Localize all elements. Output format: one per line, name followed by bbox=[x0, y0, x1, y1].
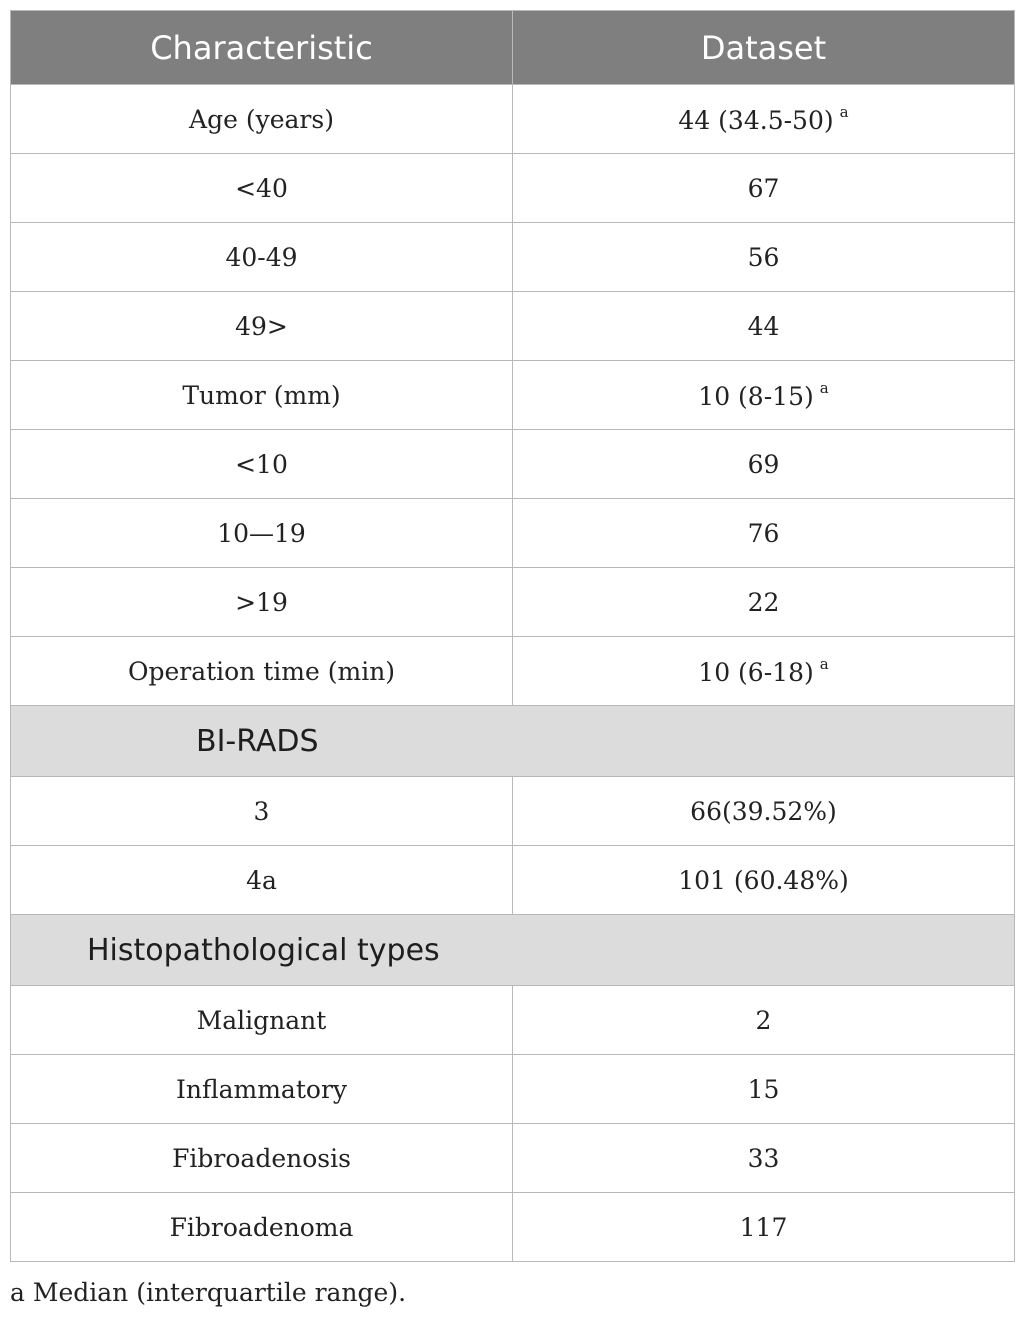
characteristic-cell: Malignant bbox=[11, 986, 513, 1055]
characteristic-cell: >19 bbox=[11, 568, 513, 637]
characteristic-cell: Tumor (mm) bbox=[11, 361, 513, 430]
section-label: Histopathological types bbox=[11, 915, 1015, 986]
dataset-cell: 15 bbox=[513, 1055, 1015, 1124]
dataset-cell: 22 bbox=[513, 568, 1015, 637]
table-row bbox=[11, 223, 1015, 292]
table-footnote: a Median (interquartile range). bbox=[10, 1278, 407, 1307]
footnote-marker: a bbox=[839, 103, 849, 121]
table-row bbox=[11, 292, 1015, 361]
table-row bbox=[11, 430, 1015, 499]
dataset-cell: 67 bbox=[513, 154, 1015, 223]
characteristic-cell: 40-49 bbox=[11, 223, 513, 292]
table-row bbox=[11, 1124, 1015, 1193]
dataset-cell bbox=[513, 637, 1015, 706]
characteristic-cell: <10 bbox=[11, 430, 513, 499]
characteristic-cell: Operation time (min) bbox=[11, 637, 513, 706]
dataset-value: 44 (34.5-50) bbox=[678, 106, 834, 135]
dataset-cell: 76 bbox=[513, 499, 1015, 568]
table-body bbox=[11, 85, 1015, 1262]
dataset-cell: 2 bbox=[513, 986, 1015, 1055]
dataset-cell: 69 bbox=[513, 430, 1015, 499]
table-row bbox=[11, 361, 1015, 430]
table-row bbox=[11, 154, 1015, 223]
dataset-cell: 117 bbox=[513, 1193, 1015, 1262]
characteristic-cell: Age (years) bbox=[11, 85, 513, 154]
characteristic-cell: Fibroadenoma bbox=[11, 1193, 513, 1262]
characteristic-cell: 10—19 bbox=[11, 499, 513, 568]
characteristic-cell: Inflammatory bbox=[11, 1055, 513, 1124]
dataset-value: 10 (8-15) bbox=[698, 382, 814, 411]
table-row bbox=[11, 1055, 1015, 1124]
table-row bbox=[11, 777, 1015, 846]
characteristic-cell: 49> bbox=[11, 292, 513, 361]
characteristic-cell: Fibroadenosis bbox=[11, 1124, 513, 1193]
dataset-cell bbox=[513, 361, 1015, 430]
table-row bbox=[11, 499, 1015, 568]
dataset-cell: 101 (60.48%) bbox=[513, 846, 1015, 915]
section-label: BI-RADS bbox=[11, 706, 1015, 777]
dataset-value: 10 (6-18) bbox=[698, 658, 814, 687]
table-row bbox=[11, 846, 1015, 915]
dataset-cell: 56 bbox=[513, 223, 1015, 292]
section-row-bi-rads bbox=[11, 706, 1015, 777]
table-row bbox=[11, 1193, 1015, 1262]
characteristics-table bbox=[10, 10, 1015, 1262]
table-header bbox=[11, 11, 1015, 85]
dataset-cell bbox=[513, 85, 1015, 154]
characteristic-cell: 4a bbox=[11, 846, 513, 915]
footnote-marker: a bbox=[819, 379, 829, 397]
table-row bbox=[11, 85, 1015, 154]
dataset-cell: 33 bbox=[513, 1124, 1015, 1193]
footnote-marker: a bbox=[819, 655, 829, 673]
characteristic-cell: <40 bbox=[11, 154, 513, 223]
dataset-cell: 44 bbox=[513, 292, 1015, 361]
table-row bbox=[11, 986, 1015, 1055]
header-row bbox=[11, 11, 1015, 85]
characteristic-cell: 3 bbox=[11, 777, 513, 846]
column-header-dataset: Dataset bbox=[513, 11, 1015, 85]
table-row bbox=[11, 637, 1015, 706]
dataset-cell: 66(39.52%) bbox=[513, 777, 1015, 846]
section-row-histopathological-types bbox=[11, 915, 1015, 986]
column-header-characteristic: Characteristic bbox=[11, 11, 513, 85]
table-row bbox=[11, 568, 1015, 637]
